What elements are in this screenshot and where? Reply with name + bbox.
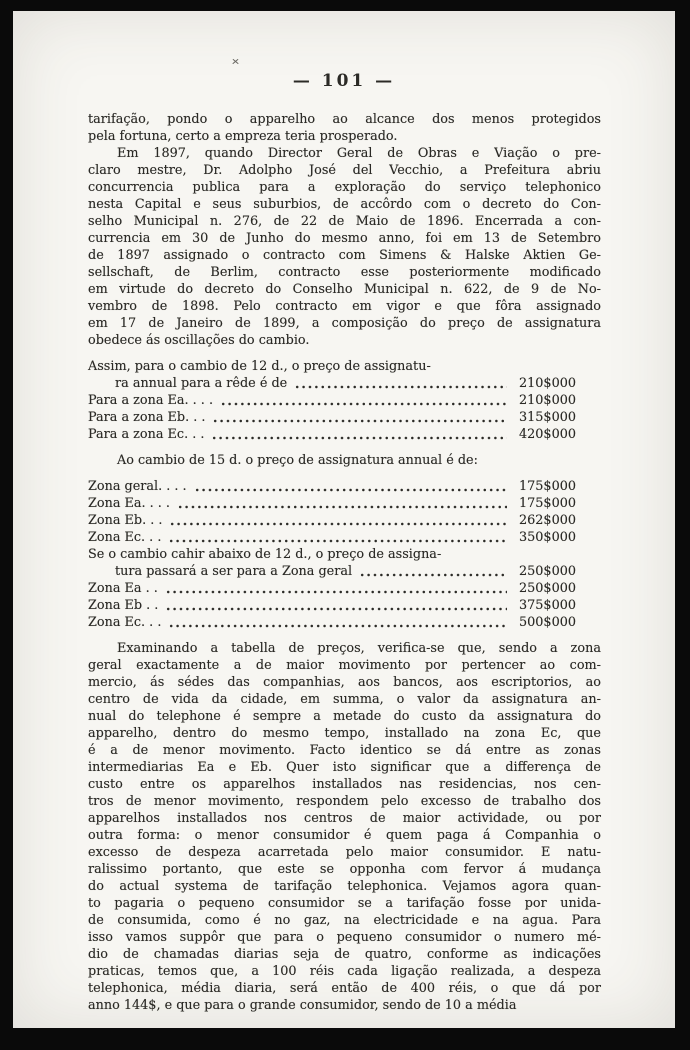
dot-leader bbox=[194, 478, 507, 495]
tariff-label: Zona Eb . . bbox=[88, 598, 159, 613]
scanned-page bbox=[13, 11, 675, 1028]
text-line: intermediarias Ea e Eb. Quer isto significar que a differença de bbox=[88, 760, 601, 775]
tariff-row bbox=[88, 546, 601, 563]
text-line: to pagaria o pequeno consumidor se a tarifação fosse por unida- bbox=[88, 896, 601, 911]
text-line: isso vamos suppôr que para o pequeno consumidor o numero mé- bbox=[88, 930, 601, 945]
text-line: claro mestre, Dr. Adolpho José del Vecchio, a Prefeitura abriu bbox=[88, 163, 601, 178]
tariff-label: tura passará a ser para a Zona geral bbox=[115, 564, 353, 579]
tariff-table bbox=[88, 358, 601, 443]
tariff-label: Para a zona Eb. . . bbox=[88, 410, 206, 425]
text-line: sellschaft, de Berlim, contracto esse posteriormente modificado bbox=[88, 265, 601, 280]
text-line: tarifação, pondo o apparelho ao alcance dos menos protegidos bbox=[88, 112, 601, 127]
text-line: obedece ás oscillações do cambio. bbox=[88, 333, 310, 348]
text-line: ralissimo portanto, que este se opponha com fervor á mudança bbox=[88, 862, 601, 877]
text-line: nesta Capital e seus suburbios, de accôrdo com o decreto do Con- bbox=[88, 197, 601, 212]
dot-leader bbox=[165, 580, 507, 597]
text-line: currencia em 30 de Junho do mesmo anno, foi em 13 de Setembro bbox=[88, 231, 601, 246]
tariff-value: 175$000 bbox=[519, 479, 576, 494]
text-line: praticas, temos que, a 100 réis cada ligação realizada, a despeza bbox=[88, 964, 601, 979]
tariff-label: Assim, para o cambio de 12 d., o preço de assignatu- bbox=[88, 359, 431, 374]
text-line: apparelhos installados nos centros de maior actividade, ou por bbox=[88, 811, 601, 826]
paragraph bbox=[88, 640, 601, 1014]
tariff-row bbox=[88, 392, 601, 409]
text-line: concurrencia publica para a exploração do serviço telephonico bbox=[88, 180, 601, 195]
text-line: Ao cambio de 15 d. o preço de assignatura annual é de: bbox=[117, 453, 478, 468]
tariff-value: 262$000 bbox=[519, 513, 576, 528]
scan-speck bbox=[232, 58, 239, 65]
text-line: em 17 de Janeiro de 1899, a composição do preço de assignatura bbox=[88, 316, 601, 331]
tariff-label: Zona Ea. . . . bbox=[88, 496, 170, 511]
tariff-value: 250$000 bbox=[519, 581, 576, 596]
tariff-label: ra annual para a rêde é de bbox=[115, 376, 288, 391]
tariff-row bbox=[88, 529, 601, 546]
tariff-label: Zona Ec. . . bbox=[88, 530, 162, 545]
tariff-label: Para a zona Ea. . . . bbox=[88, 393, 214, 408]
dot-leader bbox=[169, 512, 507, 529]
tariff-row bbox=[88, 426, 601, 443]
dot-leader bbox=[168, 529, 507, 546]
dot-leader bbox=[211, 426, 507, 443]
dot-leader bbox=[168, 614, 507, 631]
text-line: telephonica, média diaria, será então de 400 réis, o que dá por bbox=[88, 981, 601, 996]
text-line: de consumida, como é no gaz, na electricidade e na agua. Para bbox=[88, 913, 601, 928]
tariff-table bbox=[88, 478, 601, 631]
text-line: tros de menor movimento, respondem pelo excesso de trabalho dos bbox=[88, 794, 601, 809]
tariff-value: 375$000 bbox=[519, 598, 576, 613]
text-line: em virtude do decreto do Conselho Municipal n. 622, de 9 de No- bbox=[88, 282, 601, 297]
tariff-value: 315$000 bbox=[519, 410, 576, 425]
text-line: dio de chamadas diarias seja de quatro, conforme as indicações bbox=[88, 947, 601, 962]
text-line: custo entre os apparelhos installados nas residencias, nos cen- bbox=[88, 777, 601, 792]
text-line: de 1897 assignado o contracto com Simens & Halske Aktien Ge- bbox=[88, 248, 601, 263]
tariff-value: 420$000 bbox=[519, 427, 576, 442]
text-line: é a de menor movimento. Facto identico se dá entre as zonas bbox=[88, 743, 601, 758]
tariff-value: 175$000 bbox=[519, 496, 576, 511]
text-line: mercio, ás sédes das companhias, aos bancos, aos escriptorios, ao bbox=[88, 675, 601, 690]
paragraph bbox=[88, 145, 601, 349]
dot-leader bbox=[294, 375, 507, 392]
text-line: selho Municipal n. 276, de 22 de Maio de 1896. Encerrada a con- bbox=[88, 214, 601, 229]
tariff-value: 210$000 bbox=[519, 376, 576, 391]
text-line: vembro de 1898. Pelo contracto em vigor e que fôra assignado bbox=[88, 299, 601, 314]
page-body bbox=[88, 111, 601, 1014]
tariff-label: Para a zona Ec. . . bbox=[88, 427, 205, 442]
dot-leader bbox=[212, 409, 507, 426]
tariff-row bbox=[88, 563, 601, 580]
tariff-label: Zona Eb. . . bbox=[88, 513, 163, 528]
tariff-value: 210$000 bbox=[519, 393, 576, 408]
tariff-value: 350$000 bbox=[519, 530, 576, 545]
dot-leader bbox=[165, 597, 507, 614]
paragraph bbox=[88, 111, 601, 145]
text-line: apparelho, dentro do mesmo tempo, installado na zona Ec, que bbox=[88, 726, 601, 741]
tariff-row bbox=[88, 512, 601, 529]
text-line: do actual systema de tarifação telephonica. Vejamos agora quan- bbox=[88, 879, 601, 894]
tariff-row bbox=[88, 580, 601, 597]
dot-leader bbox=[359, 563, 507, 580]
tariff-row bbox=[88, 614, 601, 631]
text-line: excesso de despeza acarretada pelo maior consumidor. E natu- bbox=[88, 845, 601, 860]
text-line: pela fortuna, certo a empreza teria prosperado. bbox=[88, 129, 398, 144]
tariff-value: 500$000 bbox=[519, 615, 576, 630]
text-line: Em 1897, quando Director Geral de Obras e Viação o pre- bbox=[117, 146, 601, 161]
tariff-label: Zona Ea . . bbox=[88, 581, 158, 596]
tariff-row bbox=[88, 375, 601, 392]
text-line: outra forma: o menor consumidor é quem paga á Companhia o bbox=[88, 828, 601, 843]
text-line: anno 144$, e que para o grande consumidor, sendo de 10 a média bbox=[88, 998, 517, 1013]
tariff-row bbox=[88, 495, 601, 512]
tariff-label: Zona Ec. . . bbox=[88, 615, 162, 630]
tariff-row bbox=[88, 358, 601, 375]
text-line: centro de vida da cidade, em summa, o valor da assignatura an- bbox=[88, 692, 601, 707]
text-line: geral exactamente a de maior movimento por pertencer ao com- bbox=[88, 658, 601, 673]
page-number: — 101 — bbox=[292, 71, 396, 91]
paragraph bbox=[88, 452, 601, 469]
tariff-row bbox=[88, 597, 601, 614]
dot-leader bbox=[177, 495, 507, 512]
dot-leader bbox=[220, 392, 507, 409]
tariff-value: 250$000 bbox=[519, 564, 576, 579]
text-line: nual do telephone é sempre a metade do custo da assignatura do bbox=[88, 709, 601, 724]
tariff-row bbox=[88, 409, 601, 426]
tariff-label: Zona geral. . . . bbox=[88, 479, 187, 494]
text-line: Examinando a tabella de preços, verifica-se que, sendo a zona bbox=[117, 641, 601, 656]
tariff-label: Se o cambio cahir abaixo de 12 d., o preço de assigna- bbox=[88, 547, 442, 562]
tariff-row bbox=[88, 478, 601, 495]
